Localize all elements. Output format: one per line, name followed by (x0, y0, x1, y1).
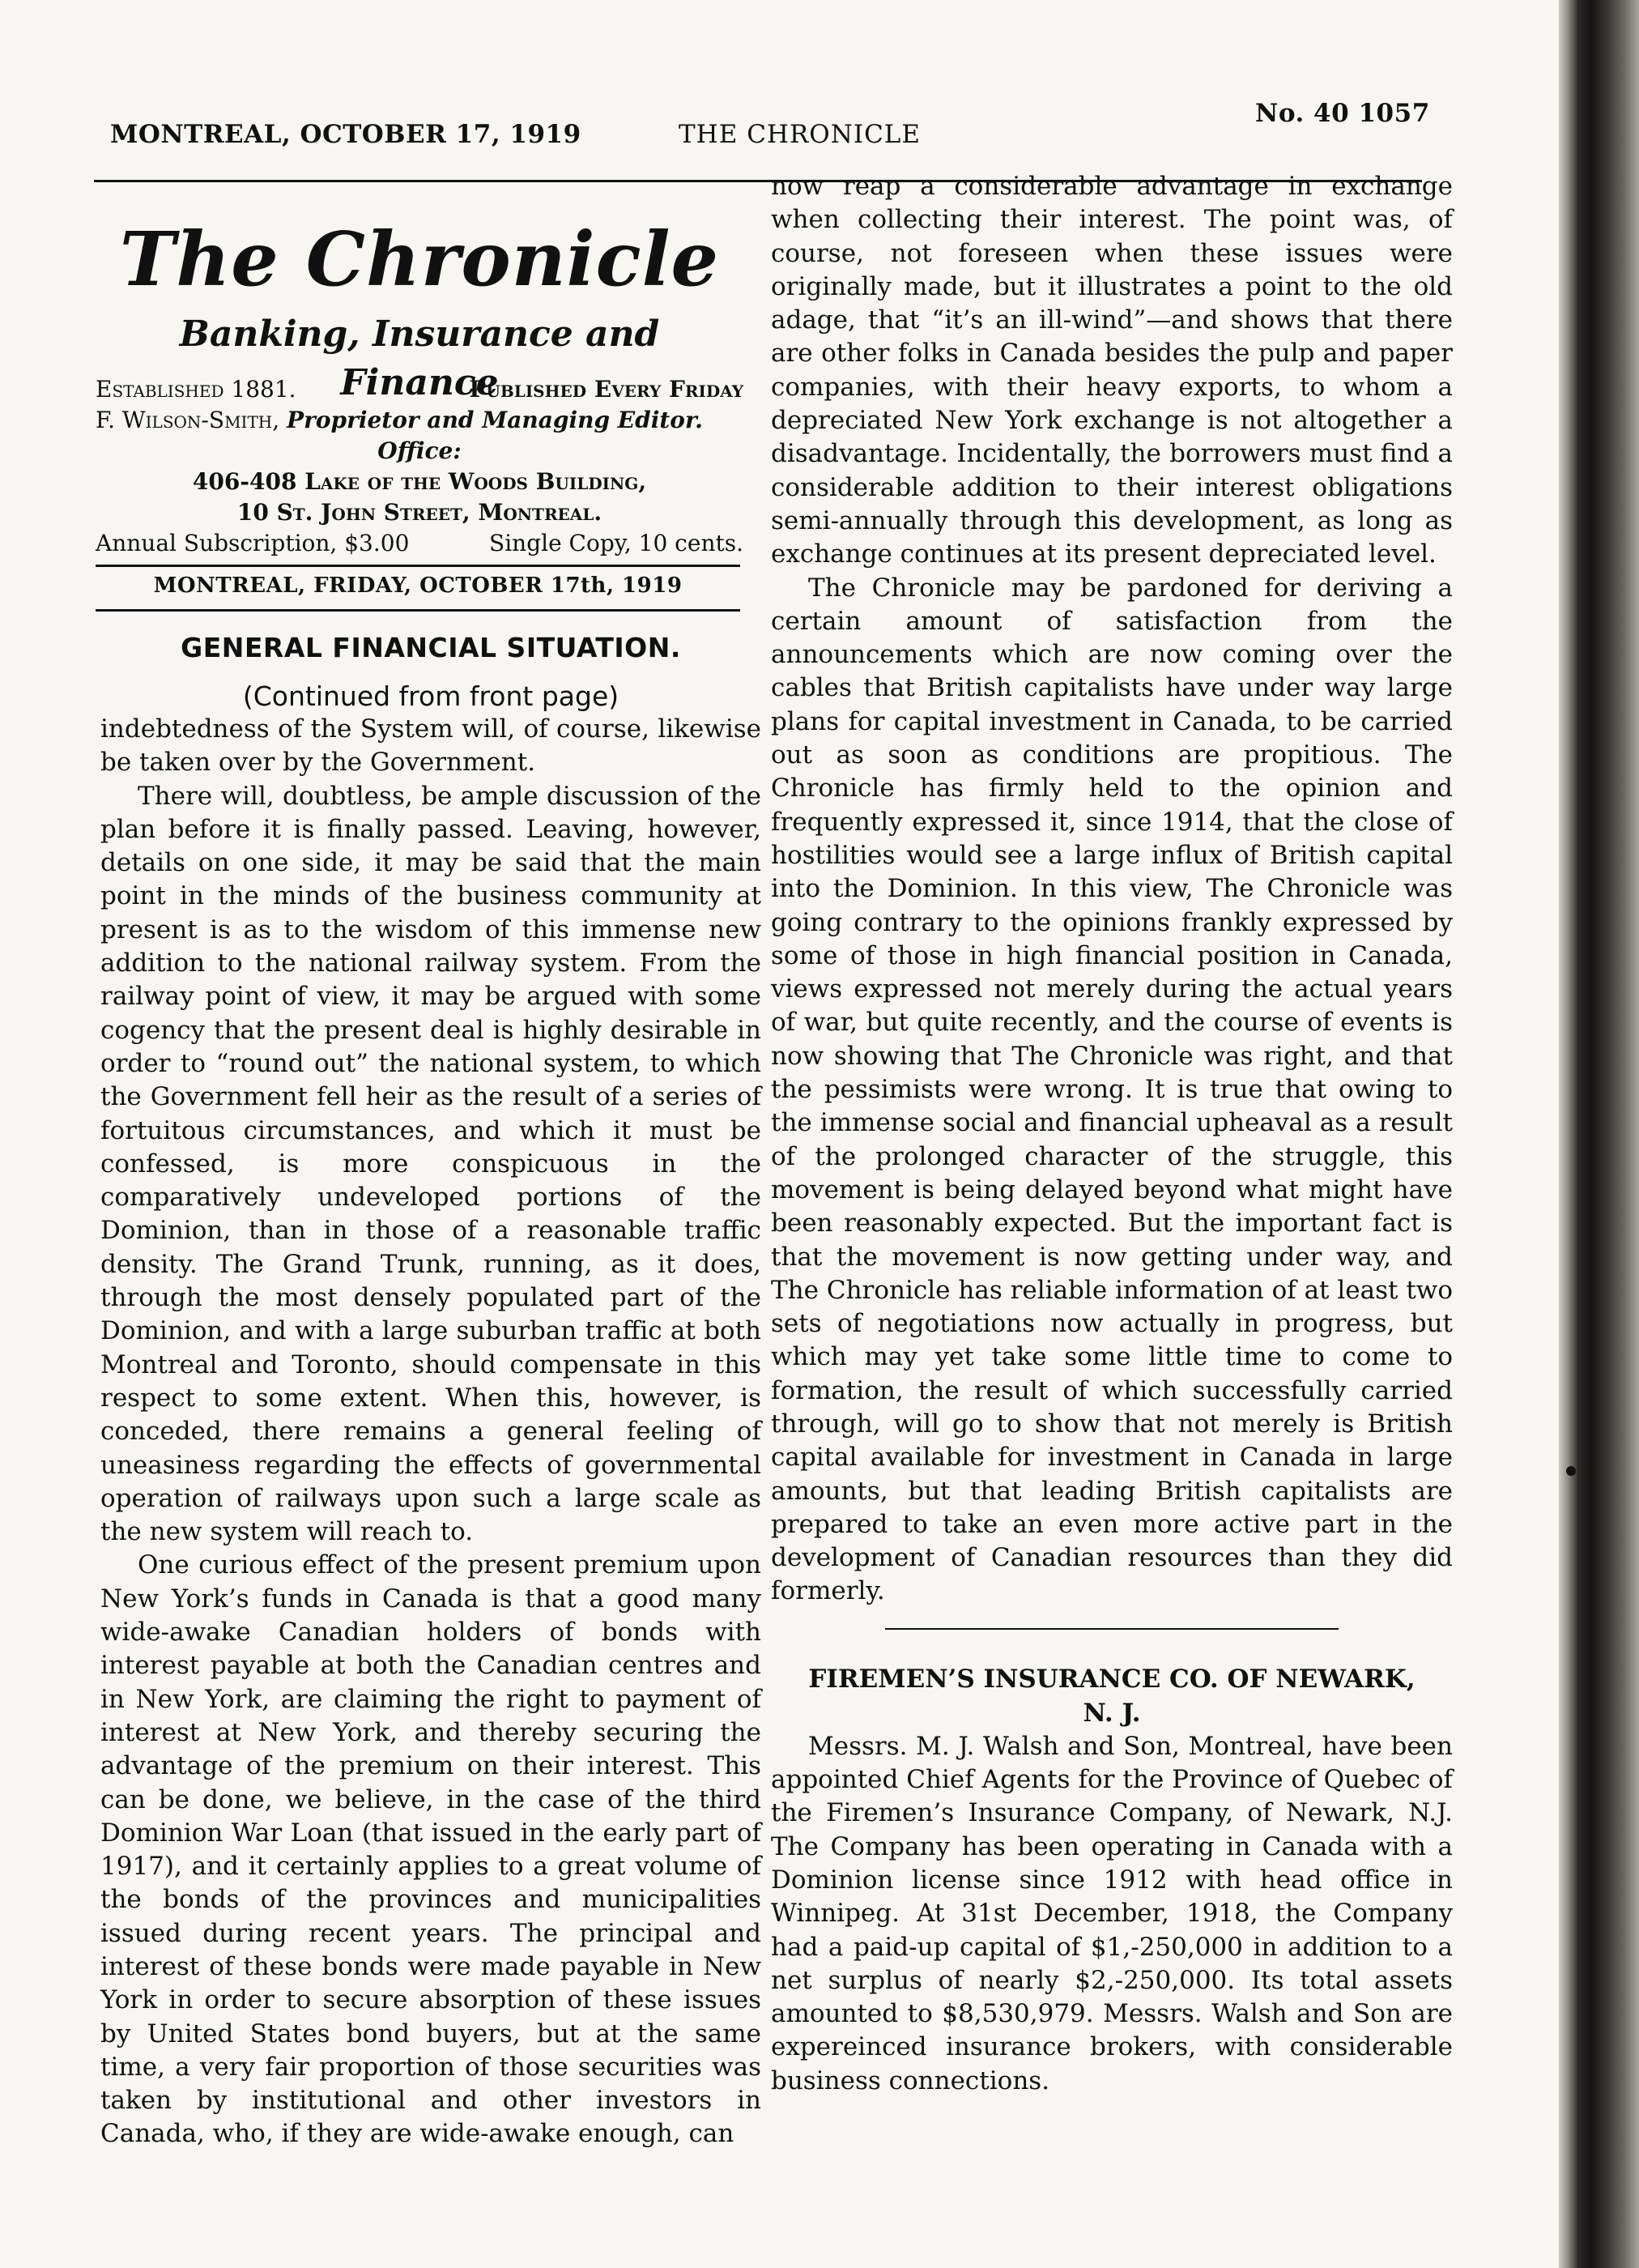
binding-mark (1566, 1466, 1576, 1476)
subscription-price: Annual Subscription, $3.00 (96, 530, 410, 556)
article-paragraph: One curious effect of the present premium upon New York’s funds in Canada is that a good many wide-awake Canadian holders of bonds with interest payable at both the Canadian centres and in New York, are claiming the right to payment of interest at New York, and thereby securing the advantage of the premium on their interest. This can be done, we believe, in the case of the third Dominion War Loan (that issued in the early part of 1917), and it certainly applies to a great volume of the bonds of the provinces and municipalities issued during recent years. The principal and interest of these bonds were made payable in New York in order to secure absorption of these issues by United States bond buyers, but at the same time, a very fair proportion of those securities was taken by institutional and other investors in Canada, who, if they are wide-awake enough, can (100, 1550, 761, 2149)
address-line-1: 406-408 Lake of the Woods Building, (192, 468, 647, 495)
address-line-2: 10 St. John Street, Montreal. (236, 499, 602, 526)
running-head-page-number: No. 40 1057 (1255, 99, 1430, 128)
masthead-title: The Chronicle (119, 215, 720, 303)
office-label: Office: (377, 437, 462, 464)
right-column (771, 170, 1453, 2098)
insurance-heading-line-2: N. J. (1083, 1698, 1141, 1728)
article-subheading: (Continued from front page) (242, 680, 619, 712)
left-column (100, 713, 761, 2151)
masthead-info (96, 374, 743, 559)
article-separator (885, 1628, 1339, 1630)
editor-role: Proprietor and Managing Editor. (287, 407, 703, 433)
article-paragraph: There will, doubtless, be ample discussion of the plan before it is finally passed. Leaving, however, details on one side, it may be said that the main point in the minds of the business community at present is as to the wisdom of this immense new addition to the national railway system. From the railway point of view, it may be argued with some cogency that the present deal is highly desirable in order to “round out” the national system, to which the Government fell heir as the result of a series of fortuitous circumstances, and which it must be confessed, is more conspicuous in the comparatively undeveloped portions of the Dominion, than in those of a reasonable traffic density. The Grand Trunk, running, as it does, through the most densely populated part of the Dominion, and with a large suburban traffic at both Montreal and Toronto, should compensate in this respect to some extent. When this, however, is conceded, there remains a general feeling of uneasiness regarding the effects of governmental operation of railways upon such a large scale as the new system will reach to. (100, 781, 761, 1547)
masthead-rule-top (96, 565, 740, 567)
established-line: Established 1881. (96, 376, 296, 403)
masthead-subtitle: Banking, Insurance and Finance (179, 313, 660, 403)
article-heading: GENERAL FINANCIAL SITUATION. (181, 632, 681, 663)
published-line: Published Every Friday (469, 376, 743, 403)
insurance-article-heading (771, 1662, 1453, 1730)
editor-name: F. Wilson-Smith, (96, 407, 280, 433)
masthead-rule-bottom (96, 609, 740, 612)
running-head-date: MONTREAL, OCTOBER 17, 1919 (110, 120, 581, 149)
insurance-heading-line-1: FIREMEN’S INSURANCE CO. OF NEWARK, (808, 1664, 1416, 1694)
article-paragraph: The Chronicle may be pardoned for deriving a certain amount of satisfaction from the announcements which are now coming over the cables that British capitalists have under way large plans for capital investment in Canada, to be carried out as soon as conditions are propitious. The Chronicle has firmly held to the opinion and frequently expressed it, since 1914, that the close of hostilities would see a large influx of British capital into the Dominion. In this view, The Chronicle was going contrary to the opinions frankly expressed by some of those in high financial position in Canada, views expressed not merely during the actual years of war, but quite recently, and the course of events is now showing that The Chronicle was right, and that the pessimists were wrong. It is true that owing to the immense social and financial upheaval as a result of the prolonged character of the struggle, this movement is being delayed beyond what might have been reasonably expected. But the important fact is that the movement is now getting under way, and The Chronicle has reliable information of at least two sets of negotiations now actually in progress, but which may yet take some little time to come to formation, the result of which successfully carried through, will go to show that not merely is British capital available for investment in Canada in large amounts, but that leading British capitalists are prepared to take an even more active part in the development of Canadian resources than they did formerly. (771, 573, 1453, 1606)
insurance-article-paragraph: Messrs. M. J. Walsh and Son, Montreal, have been appointed Chief Agents for the Province of Quebec of the Firemen’s Insurance Company, of Newark, N.J. The Company has been operating in Canada with a Dominion license since 1912 with head office in Winnipeg. At 31st December, 1918, the Company had a paid-up capital of $1,-250,000 in addition to a net surplus of nearly $2,-250,000. Its total assets amounted to $8,530,979. Messrs. Walsh and Son are expereinced insurance brokers, with considerable business connections. (771, 1731, 1453, 2095)
issue-date-line: MONTREAL, FRIDAY, OCTOBER 17th, 1919 (153, 573, 683, 598)
article-paragraph: indebtedness of the System will, of course, likewise be taken over by the Government. (100, 714, 761, 778)
running-head-title: THE CHRONICLE (679, 120, 922, 149)
single-copy-price: Single Copy, 10 cents. (489, 530, 743, 556)
page-binding-edge (1559, 0, 1639, 2268)
article-paragraph-continued: now reap a considerable advantage in exchange when collecting their interest. The point was, of course, not foreseen when these issues were originally made, but it illustrates a point to the old adage, that “it’s an ill-wind”—and shows that there are other folks in Canada besides the pulp and paper companies, with their heavy exports, to whom a depreciated New York exchange is not altogether a disadvantage. Incidentally, the borrowers must find a considerable addition to their interest obligations semi-annually through this development, as long as exchange continues at its present depreciated level. (771, 172, 1453, 569)
